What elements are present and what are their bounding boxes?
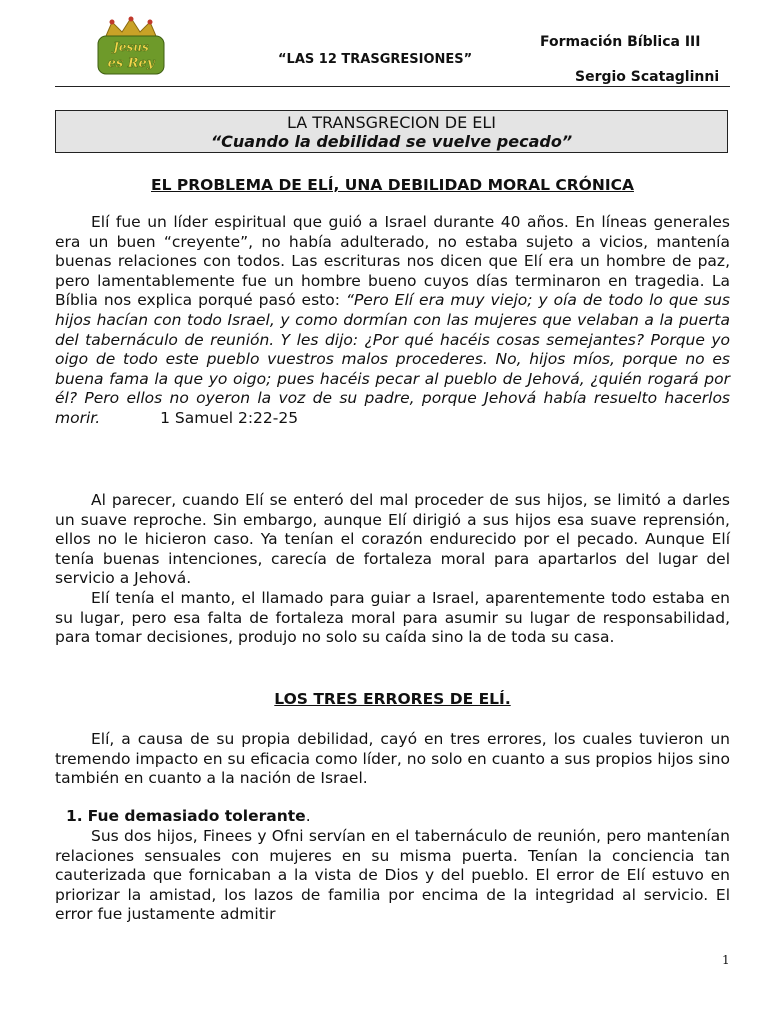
section-heading-errors: LOS TRES ERRORES DE ELÍ.	[274, 690, 511, 708]
svg-text:es Rey: es Rey	[107, 56, 155, 71]
paragraph-mantle: Elí tenía el manto, el llamado para guiar a Israel, aparentemente todo estaba en su lugar, pero esa falta de fortaleza moral para asumir su lugar de responsabilidad, para tomar decisiones, produjo no solo su caída sino la de toda su casa.	[55, 589, 730, 647]
header-divider	[55, 86, 730, 87]
list-item-number: 1.	[66, 807, 83, 825]
intro-text: Elí fue un líder espiritual que guió a Israel durante 40 años. En líneas generales era un buen “creyente”, no había adulterado, no estaba sujeto a vicios, mantenía buenas relaciones con todos. Las escrituras nos dicen que Elí era un hombre de paz, pero lamentablemente fue un hombre bueno cuyos días terminaron en tragedia. La Bíblia nos explica porqué pasó esto:	[55, 213, 730, 310]
author-name: Sergio Scataglinni	[575, 69, 720, 85]
series-title: “LAS 12 TRASGRESIONES”	[278, 52, 473, 67]
document-title: LA TRANSGRECION DE ELI	[286, 113, 497, 132]
course-title: Formación Bíblica III	[540, 34, 701, 50]
paragraph-reproach: Al parecer, cuando Elí se enteró del mal proceder de sus hijos, se limitó a darles un suave reproche. Sin embargo, aunque Elí dirigió a sus hijos esa suave reprensión, ellos no le hicieron caso. Ya tenían el corazón endurecido por el pecado. Aunque Elí tenía buenas intenciones, carecía de fortaleza moral para apartarlos del lugar del servicio a Jehová.	[55, 491, 730, 588]
page-number: 1	[722, 953, 730, 967]
section-heading-problem: EL PROBLEMA DE ELÍ, UNA DEBILIDAD MORAL CRÓNICA	[151, 176, 634, 194]
scripture-quote: “Pero Elí era muy viejo; y oía de todo lo que sus hijos hacían con todo Israel, y como dormían con las mujeres que velaban a la puerta del tabernáculo de reunión. Y les dijo: ¿Por qué hacéis cosas semejantes? Porque yo oigo de todo este pueblo vuestros malos procederes. No, hijos míos, porque no es buena fama la que yo oigo; pues hacéis pecar al pueblo de Jehová, ¿quién rogará por él? Pero ellos no oyeron la voz de su padre, porque Jehová había resuelto hacerlos morir.	[55, 291, 730, 427]
list-item-title: Fue demasiado tolerante	[87, 807, 306, 825]
paragraph-intro	[55, 213, 730, 429]
document-subtitle: “Cuando la debilidad se vuelve pecado”	[210, 132, 573, 151]
svg-text:Jesus: Jesus	[113, 40, 149, 54]
paragraph-errors-intro: Elí, a causa de su propia debilidad, cayó en tres errores, los cuales tuvieron un tremendo impacto en su eficacia como líder, no solo en cuanto a sus propios hijos sino también en cuanto a la nación de Israel.	[55, 730, 730, 788]
list-item-1-heading: 1. Fue demasiado tolerante.	[66, 807, 311, 825]
paragraph-tolerant: Sus dos hijos, Finees y Ofni servían en el tabernáculo de reunión, pero mantenían relaciones sensuales con mujeres en su misma puerta. Tenían la conciencia tan cauterizada que fornicaban a la vista de Dios y del pueblo. El error de Elí estuvo en priorizar la amistad, los lazos de familia por encima de la integridad al servicio. El error fue justamente admitir	[55, 827, 730, 924]
logo-image	[92, 16, 170, 78]
title-box	[55, 110, 728, 153]
scripture-reference: 1 Samuel 2:22-25	[160, 408, 299, 427]
